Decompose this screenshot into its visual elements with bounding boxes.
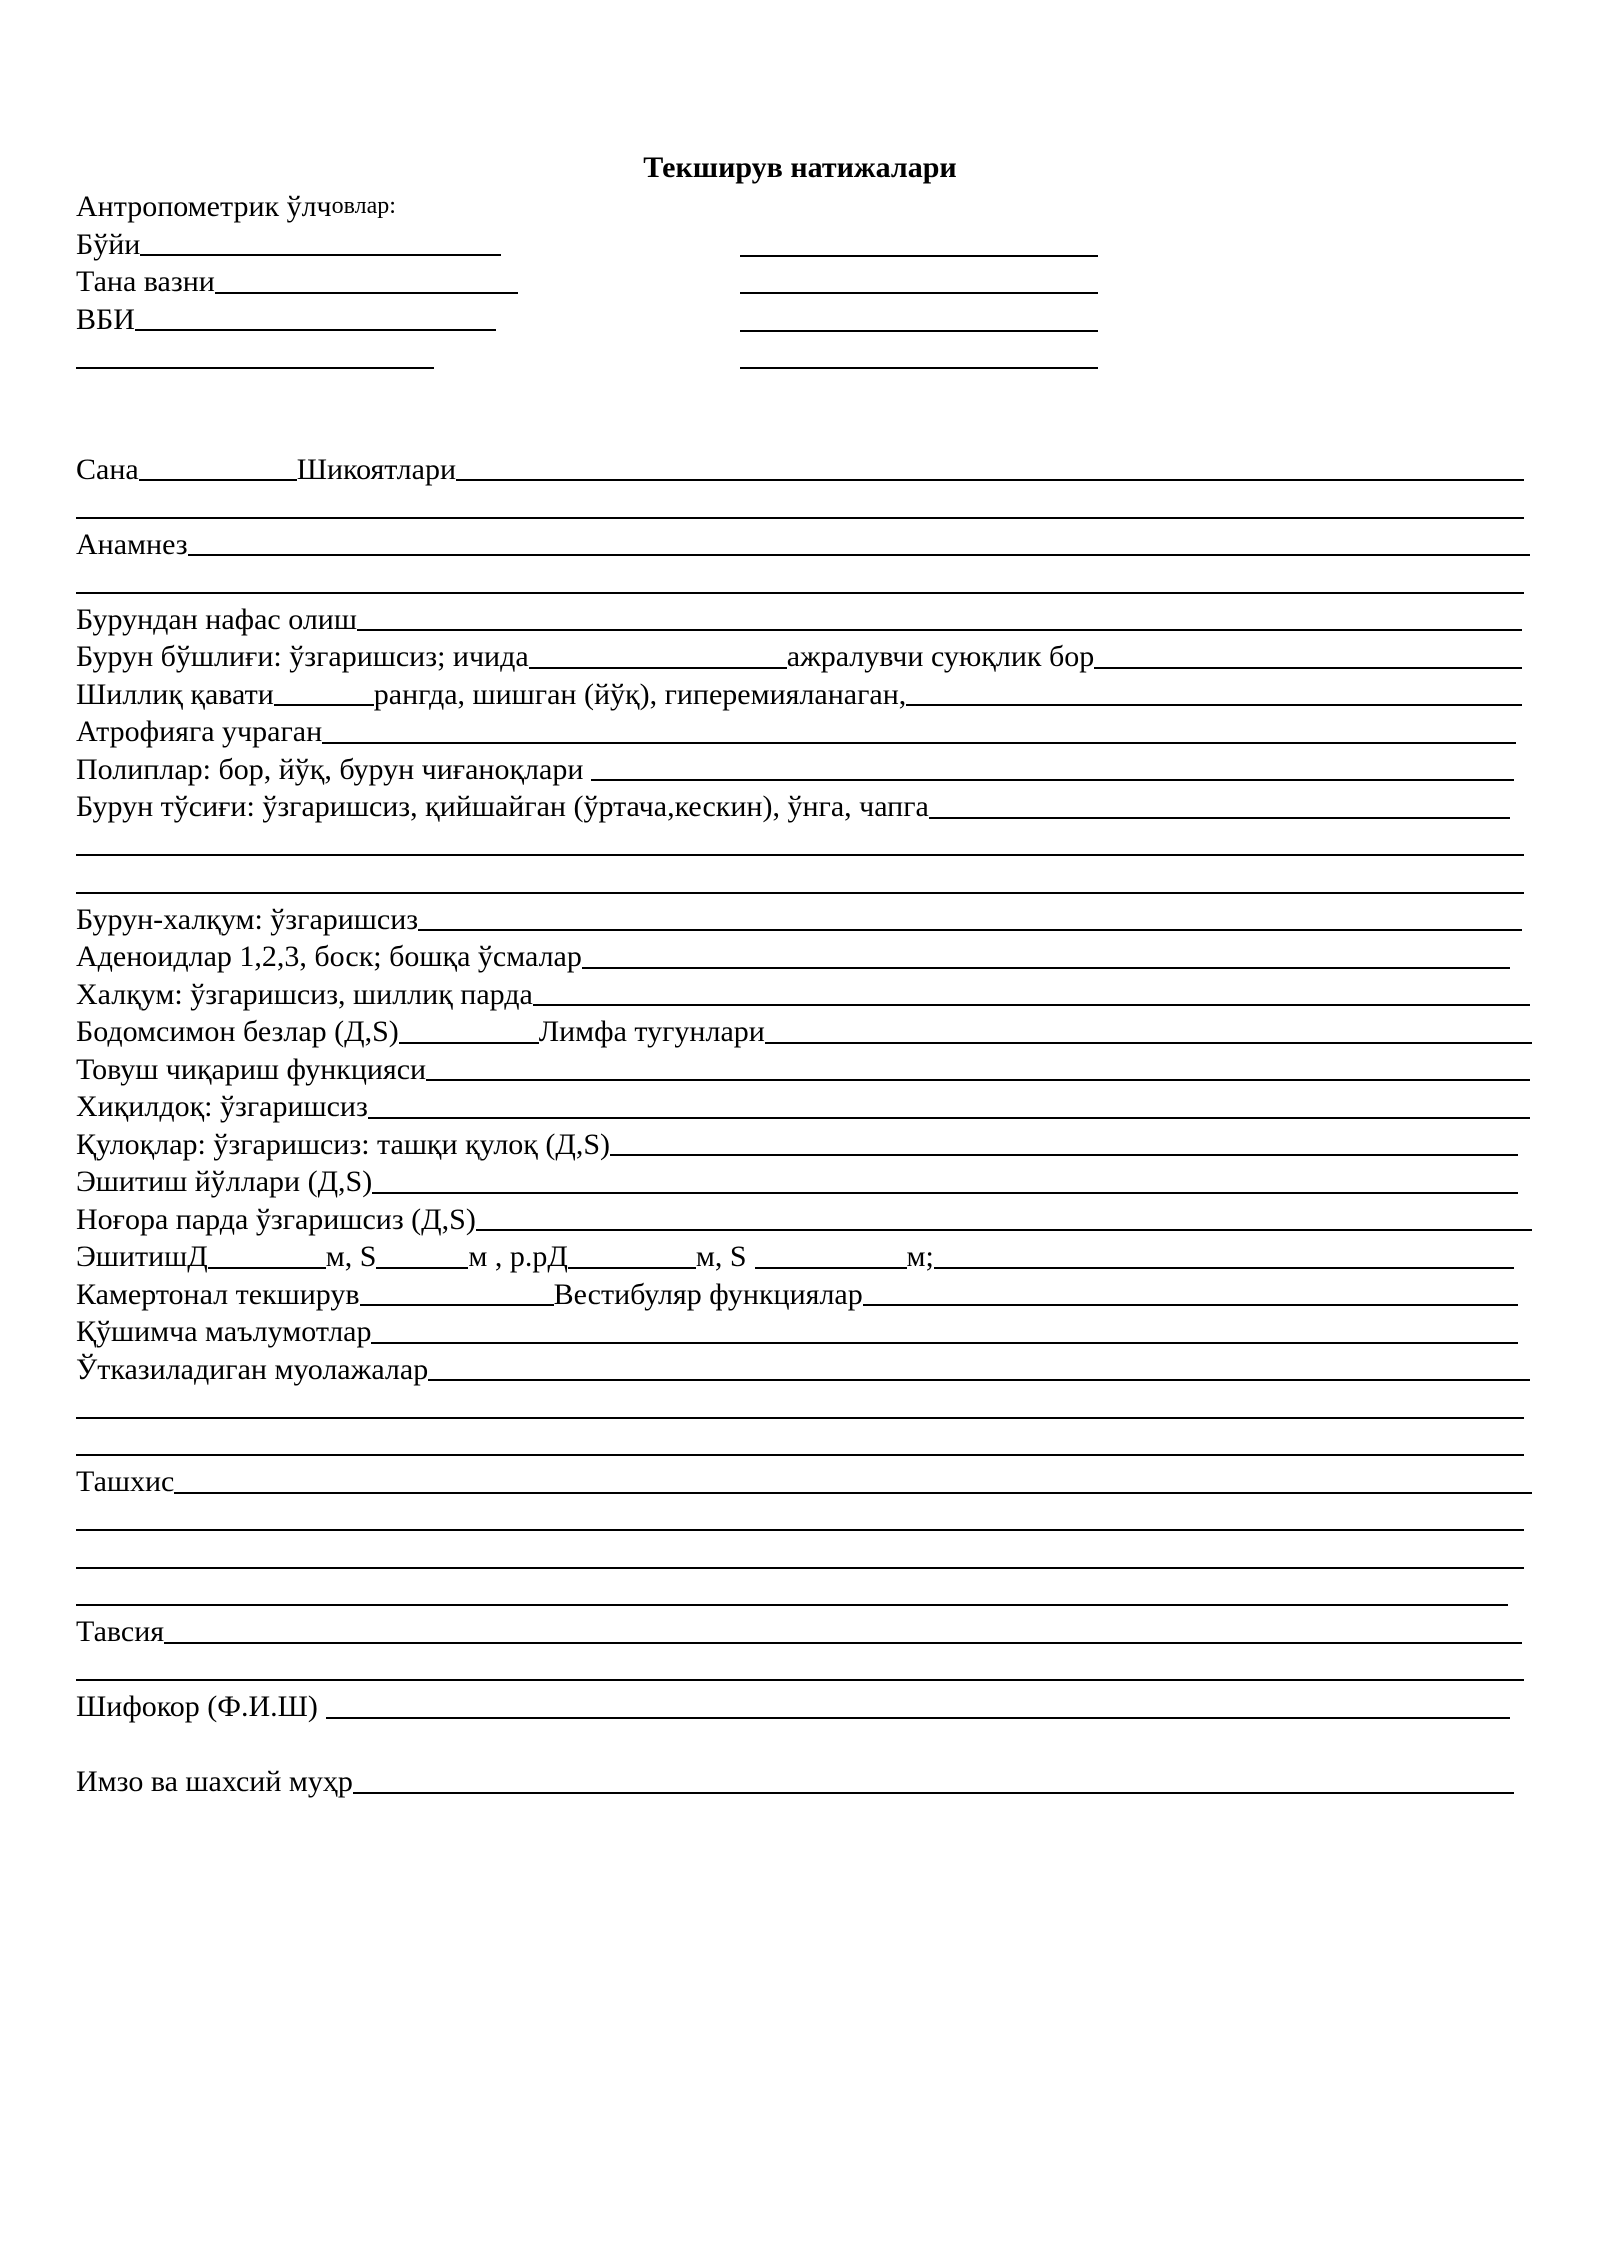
diagnosis-label: Ташхис — [76, 1465, 175, 1498]
polyps-field[interactable] — [591, 779, 1514, 781]
vestibular-field[interactable] — [863, 1304, 1518, 1306]
nasal-cavity-label: Бурун бўшлиғи: ўзгаришсиз; ичида — [76, 640, 529, 673]
procedures-field-2[interactable] — [76, 1417, 1524, 1419]
bmi-field[interactable] — [135, 329, 496, 331]
procedures-field-3[interactable] — [76, 1454, 1524, 1456]
signature-label: Имзо ва шахсий муҳр — [76, 1765, 353, 1798]
anthropometry-heading: Антропометрик ўлч — [76, 190, 332, 223]
hearing-m3-label: м, S — [695, 1240, 747, 1273]
hearing-m4-label: м; — [906, 1240, 934, 1273]
anamnesis-label: Анамнез — [76, 527, 188, 561]
right-field-2[interactable] — [740, 292, 1098, 294]
tonsils-field[interactable] — [399, 1042, 539, 1044]
diagnosis-field-3[interactable] — [76, 1567, 1524, 1569]
tonsils-label: Бодомсимон безлар (Д,S) — [76, 1015, 399, 1048]
ears-label: Қулоқлар: ўзгаришсиз: ташқи қулоқ (Д,S) — [76, 1127, 610, 1161]
atrophy-field[interactable] — [322, 742, 1516, 744]
larynx-label: Хиқилдоқ: ўзгаришсиз — [76, 1090, 368, 1123]
mucosa-detail-label: рангда, шишган (йўқ), гиперемияланаган, — [373, 677, 907, 711]
hearing-m1-label: м, S — [325, 1240, 377, 1273]
date-field[interactable] — [139, 479, 297, 481]
polyps-label: Полиплар: бор, йўқ, бурун чиғаноқлари — [76, 752, 584, 786]
tuning-fork-field[interactable] — [360, 1304, 554, 1306]
nasal-breathing-label: Бурундан нафас олиш — [76, 602, 357, 636]
ear-canals-field[interactable] — [372, 1192, 1518, 1194]
hearing-extra-field[interactable] — [934, 1267, 1514, 1269]
ear-canals-label: Эшитиш йўллари (Д,S) — [76, 1165, 373, 1198]
height-label: Бўйи — [76, 227, 141, 261]
page-title: Текширув натижалари — [643, 151, 957, 184]
vestibular-label: Вестибуляр функциялар — [553, 1277, 863, 1311]
diagnosis-field[interactable] — [174, 1492, 1532, 1494]
diagnosis-field-4[interactable] — [76, 1604, 1508, 1606]
complaints-field-2[interactable] — [76, 517, 1524, 519]
tuning-fork-label: Камертонал текширув — [76, 1277, 360, 1311]
pharynx-label: Халқум: ўзгаришсиз, шиллиқ парда — [76, 977, 533, 1011]
exam-form — [76, 188, 1538, 1801]
hearing-m2-label: м , р.рД — [468, 1240, 568, 1273]
procedures-label: Ўтказиладиган муолажалар — [76, 1352, 429, 1386]
atrophy-label: Атрофияга учраган — [76, 715, 323, 748]
anamnesis-field-2[interactable] — [76, 592, 1524, 594]
voice-field[interactable] — [426, 1079, 1530, 1081]
eardrum-label: Ноғора парда ўзгаришсиз (Д,S) — [76, 1202, 476, 1236]
nasopharynx-label: Бурун-халқум: ўзгаришсиз — [76, 902, 419, 936]
extra-anthropometry-field[interactable] — [76, 367, 434, 369]
anamnesis-field[interactable] — [188, 554, 1530, 556]
septum-field[interactable] — [929, 817, 1510, 819]
mucosa-field[interactable] — [906, 704, 1522, 706]
hearing-s2-field[interactable] — [755, 1267, 907, 1269]
right-field-1[interactable] — [740, 255, 1098, 257]
additional-label: Қўшимча маълумотлар — [76, 1315, 372, 1348]
discharge-label: ажралувчи суюқлик бор — [786, 640, 1095, 673]
anthropometry-heading-suffix: овлар: — [331, 193, 396, 219]
mucosa-label: Шиллиқ қавати — [76, 677, 274, 711]
height-field[interactable] — [140, 254, 501, 256]
complaints-field[interactable] — [456, 479, 1524, 481]
doctor-label: Шифокор (Ф.И.Ш) — [76, 1690, 318, 1723]
doctor-field[interactable] — [326, 1717, 1510, 1719]
recommendation-label: Тавсия — [76, 1615, 165, 1648]
date-label: Сана — [76, 452, 139, 486]
complaints-label: Шикоятлари — [296, 452, 457, 486]
hearing-d-field[interactable] — [208, 1267, 326, 1269]
nasal-cavity-field[interactable] — [529, 667, 787, 669]
diagnosis-field-2[interactable] — [76, 1529, 1524, 1531]
nasal-breathing-field[interactable] — [357, 629, 1522, 631]
voice-label: Товуш чиқариш функцияси — [76, 1052, 427, 1086]
lymph-field[interactable] — [765, 1042, 1532, 1044]
anthropometry-section — [76, 188, 1538, 376]
weight-field[interactable] — [215, 292, 518, 294]
signature-field[interactable] — [353, 1792, 1514, 1794]
ears-field[interactable] — [610, 1154, 1518, 1156]
eardrum-field[interactable] — [476, 1229, 1532, 1231]
procedures-field[interactable] — [428, 1379, 1530, 1381]
septum-field-3[interactable] — [76, 892, 1524, 894]
mucosa-color-field[interactable] — [274, 704, 374, 706]
adenoids-label: Аденоидлар 1,2,3, боск; бошқа ўсмалар — [76, 940, 582, 973]
septum-field-2[interactable] — [76, 854, 1524, 856]
adenoids-field[interactable] — [582, 967, 1510, 969]
larynx-field[interactable] — [368, 1117, 1530, 1119]
weight-label: Тана вазни — [76, 265, 215, 298]
recommendation-field-2[interactable] — [76, 1679, 1524, 1681]
lymph-label: Лимфа тугунлари — [538, 1015, 765, 1048]
hearing-rrd-field[interactable] — [568, 1267, 696, 1269]
septum-label: Бурун тўсиғи: ўзгаришсиз, қийшайган (ўртача,кескин), ўнга, чапга — [76, 790, 929, 823]
hearing-d-label: ЭшитишД — [76, 1240, 208, 1273]
bmi-label: ВБИ — [76, 302, 135, 336]
right-field-4[interactable] — [740, 367, 1098, 369]
right-field-3[interactable] — [740, 330, 1098, 332]
hearing-s-field[interactable] — [376, 1267, 468, 1269]
nasopharynx-field[interactable] — [418, 929, 1522, 931]
discharge-field[interactable] — [1094, 667, 1522, 669]
recommendation-field[interactable] — [164, 1642, 1522, 1644]
pharynx-field[interactable] — [533, 1004, 1530, 1006]
additional-field[interactable] — [371, 1342, 1518, 1344]
